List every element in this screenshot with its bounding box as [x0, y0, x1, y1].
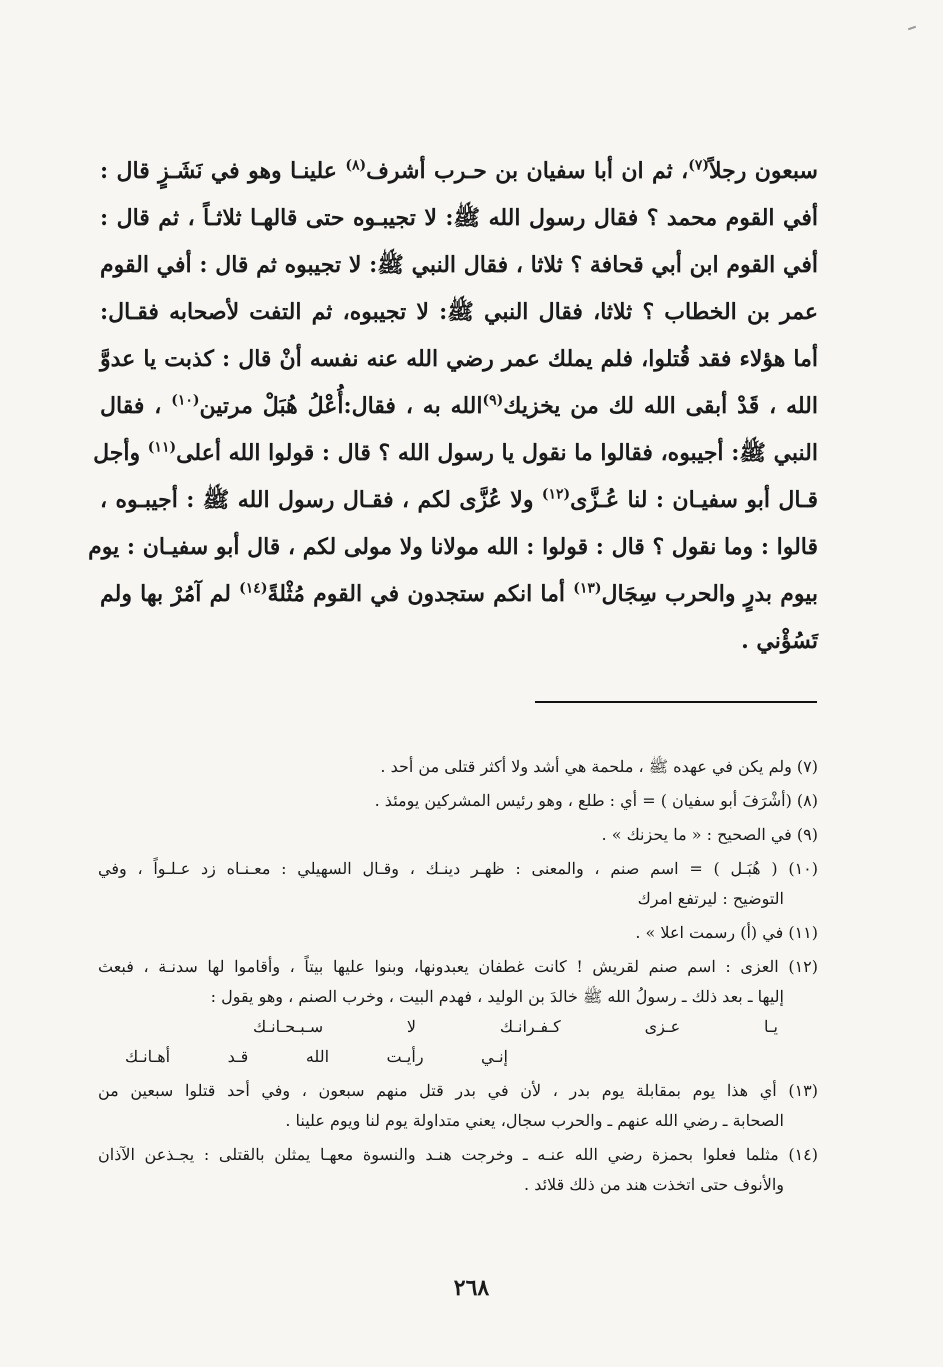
text-segment: بيوم بدرٍ والحرب سِجَال — [601, 581, 818, 607]
verse-word: يـا — [763, 1017, 778, 1036]
verse-word: كـفـرانـك — [499, 1017, 561, 1036]
footnote-ref-9: (٩) — [482, 392, 504, 409]
verse-word: رأيـت — [386, 1047, 424, 1066]
verse-word: عـزى — [644, 1017, 681, 1036]
text-segment: النبي ﷺ: أجيبوه، فقالوا ما نقول يا رسول الله ؟ قال : قولوا الله أعلى — [176, 440, 818, 466]
text-segment: الله ، قَدْ أبقى الله لك من يخزيك — [503, 393, 818, 419]
verse-word: أهـانـك — [125, 1047, 171, 1066]
main-line-9: قالوا : وما نقول ؟ قال : قولوا : الله مولانا ولا مولى لكم ، قال أبو سفيـان : يوم — [88, 534, 818, 560]
main-line-3: أفي القوم ابن أبي قحافة ؟ ثلاثا ، فقال النبي ﷺ: لا تجيبوه ثم قال : أفي القوم — [100, 252, 818, 278]
verse-line-2 — [98, 1042, 818, 1072]
page-number: ٢٦٨ — [453, 1275, 490, 1301]
footnote-divider — [535, 701, 817, 703]
footnote-ref-11: (١١) — [147, 439, 177, 456]
footnote-line: (١١) في (أ) رسمت اعلا » . — [635, 923, 818, 942]
main-line-8 — [100, 477, 818, 524]
footnote-line: (٧) ولم يكن في عهده ﷺ ، ملحمة هي أشد ولا أكثر قتلى من أحد . — [380, 757, 818, 776]
main-line-2: أفي القوم محمد ؟ فقال رسول الله ﷺ: لا تجيبـوه حتى قالهـا ثلاثـاً ، ثم قال : — [100, 205, 818, 231]
main-line-7 — [93, 430, 818, 477]
footnote-10 — [98, 854, 818, 914]
text-segment: علينـا وهو في نَشَـزٍ قال : — [100, 158, 346, 184]
main-line-11: تَسُؤْني . — [741, 628, 818, 654]
footnote-line: التوضيح : ليرتفع امرك — [637, 889, 784, 908]
text-segment: ، ثم ان أبا سفيان بن حـرب أشرف — [366, 158, 689, 184]
text-segment: وأجل — [93, 440, 148, 466]
footnote-ref-12: (١٢) — [541, 486, 571, 503]
footnote-line: (٨) (أشْرَفَ أبو سفيان ) = أي : طلع ، وهو رئيس المشركين يومئذ . — [374, 791, 818, 810]
footnote-ref-14: (١٤) — [239, 580, 268, 597]
main-line-6 — [100, 383, 818, 430]
footnote-7 — [98, 752, 818, 782]
footnote-11 — [98, 918, 818, 948]
main-line-1 — [100, 148, 818, 195]
verse-word: لا — [406, 1017, 417, 1036]
text-segment: ولا عُزَّى لكم ، فقـال رسول الله ﷺ : أجيبـوه ، — [100, 487, 542, 513]
footnote-ref-7: (٧) — [688, 157, 710, 174]
footnote-9 — [98, 820, 818, 850]
main-line-4: عمر بن الخطاب ؟ ثلاثا، فقال النبي ﷺ: لا تجيبوه، ثم التفت لأصحابه فقـال: — [100, 299, 818, 325]
footnote-14 — [98, 1140, 818, 1200]
verse-word: قـد — [227, 1047, 249, 1066]
footnote-8 — [98, 786, 818, 816]
verse-line-1 — [98, 1012, 818, 1042]
footnote-line: (١٢) العزى : اسم صنم لقريش ! كانت غطفان يعبدونها، وبنوا عليها بيتاً ، وأقاموا لها سدنـة ، فبعث — [98, 957, 818, 976]
footnote-line: الصحابة ـ رضي الله عنهم ـ والحرب سجال، يعني متداولة يوم لنا ويوم علينا . — [285, 1111, 784, 1130]
footnote-line: (٩) في الصحيح : « ما يحزنك » . — [601, 825, 818, 844]
footnotes — [98, 752, 818, 1204]
footnote-12 — [98, 952, 818, 1072]
text-segment: أما انكم ستجدون في القوم مُثْلةً — [267, 581, 574, 607]
text-segment: لم آمُرْ بها ولم — [100, 581, 240, 607]
main-line-10 — [100, 571, 818, 618]
text-segment: ، فقال — [100, 393, 172, 419]
scan-mark — [908, 26, 916, 31]
footnote-ref-10: (١٠) — [171, 392, 200, 409]
footnote-line: (١٤) مثلما فعلوا بحمزة رضي الله عنـه ـ وخرجت هنـد والنسوة معهـا يمثلن بالقتلى : يجـذعن الآذان — [98, 1145, 818, 1164]
text-segment: قـال أبو سفيـان : لنا عُـزَّى — [570, 487, 818, 513]
verse-word: الله — [305, 1047, 330, 1066]
footnote-ref-8: (٨) — [345, 157, 367, 174]
footnote-13 — [98, 1076, 818, 1136]
footnote-line: (١٠) ( هُبَـل ) = اسم صنم ، والمعنى : ظهـر دينـك ، وقـال السهيلي : معـنـاه زد عـلـواً ، وفي — [98, 859, 818, 878]
footnote-line: (١٣) أي هذا يوم بمقابلة يوم بدر ، لأن في بدر قتل منهم سبعون ، وفي أحد قتلوا سبعين من — [98, 1081, 819, 1100]
verse-word: سـبـحـانـك — [253, 1017, 324, 1036]
footnote-line: إليها ـ بعد ذلك ـ رسولُ الله ﷺ خالدَ بن الوليد ، فهدم البيت ، وخرب الصنم ، وهو يقول : — [210, 987, 784, 1006]
footnote-line: والأنوف حتى اتخذت هند من ذلك قلائد . — [524, 1175, 784, 1194]
main-text — [88, 148, 818, 665]
text-segment: الله به ، فقال:أُعْلُ هُبَلْ مرتين — [199, 393, 483, 419]
footnote-ref-13: (١٣) — [573, 580, 602, 597]
verse-word: إنـي — [481, 1047, 508, 1066]
main-line-5: أما هؤلاء فقد قُتلوا، فلم يملك عمر رضي الله عنه نفسه أنْ قال : كذبت يا عدوَّ — [100, 346, 818, 372]
text-segment: سبعون رجلاً — [709, 158, 818, 184]
